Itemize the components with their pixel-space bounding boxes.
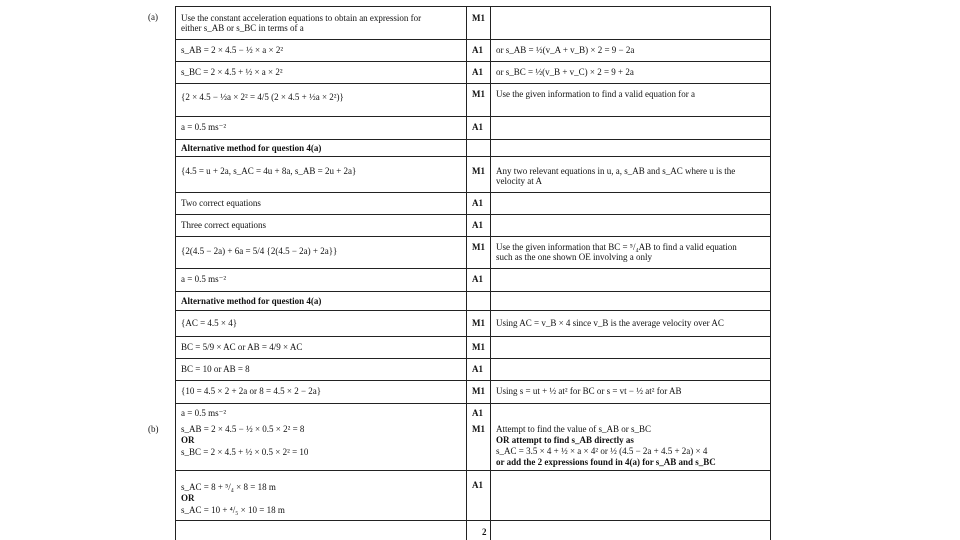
alt-method-heading: Alternative method for question 4(a) <box>181 296 322 306</box>
method-text: {2(4.5 − 2a) + 6a = 5/4 {2(4.5 − 2a) + 2a}} <box>181 246 338 256</box>
method-text: BC = 5/9 × AC or AB = 4/9 × AC <box>181 342 303 352</box>
method-text: a = 0.5 ms⁻² <box>181 274 227 284</box>
row-line <box>175 268 771 269</box>
note-text: s_AC = 3.5 × 4 + ½ × a × 4² or ½ (4.5 − 2a + 4.5 + 2a) × 4 <box>496 446 708 456</box>
method-text: Three correct equations <box>181 220 266 230</box>
table-divider-mark <box>466 6 467 540</box>
mark-label: M1 <box>472 318 485 328</box>
method-text: s_AC = 8 + ⁵/₄ × 8 = 18 m <box>181 482 276 492</box>
alt-method-heading: Alternative method for question 4(a) <box>181 143 322 153</box>
row-line <box>175 236 771 237</box>
row-line <box>175 156 771 157</box>
note-text: Use the given information to find a valid equation for a <box>496 89 695 99</box>
mark-label: M1 <box>472 342 485 352</box>
method-or: OR <box>181 493 195 503</box>
method-text: Use the constant acceleration equations to obtain an expression for <box>181 13 422 23</box>
part-label-a: (a) <box>148 12 158 22</box>
note-text: Attempt to find the value of s_AB or s_BC <box>496 424 651 434</box>
note-text: OR attempt to find s_AB directly as <box>496 435 634 445</box>
mark-label: M1 <box>472 386 485 396</box>
mark-label: M1 <box>472 13 485 23</box>
row-line <box>175 116 771 117</box>
mark-label: A1 <box>472 364 483 374</box>
method-text: {AC = 4.5 × 4} <box>181 318 238 328</box>
row-line <box>175 192 771 193</box>
method-text: BC = 10 or AB = 8 <box>181 364 250 374</box>
table-border-left <box>175 6 176 540</box>
note-text: Use the given information that BC = ⁵/₄AB to find a valid equation <box>496 242 737 252</box>
method-text: {2 × 4.5 − ½a × 2² = 4/5 (2 × 4.5 + ½a × 2²)} <box>181 92 344 102</box>
mark-label: A1 <box>472 198 483 208</box>
note-text: Using s = ut + ½ at² for BC or s = vt − ½ at² for AB <box>496 386 682 396</box>
row-line <box>175 291 771 292</box>
method-text: {4.5 = u + 2a, s_AC = 4u + 8a, s_AB = 2u + 2a} <box>181 166 357 176</box>
table-divider-note <box>490 6 491 540</box>
method-text: {10 = 4.5 × 2 + 2a or 8 = 4.5 × 2 − 2a} <box>181 386 322 396</box>
row-line <box>175 83 771 84</box>
mark-label: A1 <box>472 408 483 418</box>
method-text: either s_AB or s_BC in terms of a <box>181 23 304 33</box>
table-border-right <box>770 6 771 540</box>
method-text: s_BC = 2 × 4.5 + ½ × 0.5 × 2² = 10 <box>181 447 309 457</box>
row-line <box>175 39 771 40</box>
note-text: or s_BC = ½(v_B + v_C) × 2 = 9 + 2a <box>496 67 634 77</box>
mark-label: A1 <box>472 45 483 55</box>
row-line <box>175 139 771 140</box>
mark-label: A1 <box>472 220 483 230</box>
method-text: s_AB = 2 × 4.5 − ½ × a × 2² <box>181 45 284 55</box>
row-line <box>175 310 771 311</box>
method-text: s_AC = 10 + ⁴/₅ × 10 = 18 m <box>181 505 285 515</box>
total-mark: 2 <box>482 527 487 537</box>
method-text: Two correct equations <box>181 198 261 208</box>
method-or: OR <box>181 435 195 445</box>
row-line <box>175 470 771 471</box>
row-line <box>175 214 771 215</box>
row-line <box>175 336 771 337</box>
note-text: Any two relevant equations in u, a, s_AB and s_AC where u is the <box>496 166 736 176</box>
method-text: s_AB = 2 × 4.5 − ½ × 0.5 × 2² = 8 <box>181 424 305 434</box>
mark-label: A1 <box>472 274 483 284</box>
part-label-b: (b) <box>148 424 159 434</box>
method-text: a = 0.5 ms⁻² <box>181 122 227 132</box>
mark-label: M1 <box>472 166 485 176</box>
row-line <box>175 403 771 404</box>
mark-label: M1 <box>472 89 485 99</box>
mark-label: A1 <box>472 122 483 132</box>
row-line <box>175 380 771 381</box>
method-text: a = 0.5 ms⁻² <box>181 408 227 418</box>
note-text: or add the 2 expressions found in 4(a) for s_AB and s_BC <box>496 457 716 467</box>
row-line <box>175 6 771 7</box>
note-text: velocity at A <box>496 176 542 186</box>
note-text: such as the one shown OE involving a only <box>496 252 652 262</box>
row-line <box>175 358 771 359</box>
mark-label: A1 <box>472 480 483 490</box>
row-line <box>175 61 771 62</box>
row-line <box>175 520 771 521</box>
mark-label: A1 <box>472 67 483 77</box>
method-text: s_BC = 2 × 4.5 + ½ × a × 2² <box>181 67 283 77</box>
note-text: or s_AB = ½(v_A + v_B) × 2 = 9 − 2a <box>496 45 635 55</box>
mark-label: M1 <box>472 242 485 252</box>
mark-label: M1 <box>472 424 485 434</box>
note-text: Using AC = v_B × 4 since v_B is the average velocity over AC <box>496 318 724 328</box>
